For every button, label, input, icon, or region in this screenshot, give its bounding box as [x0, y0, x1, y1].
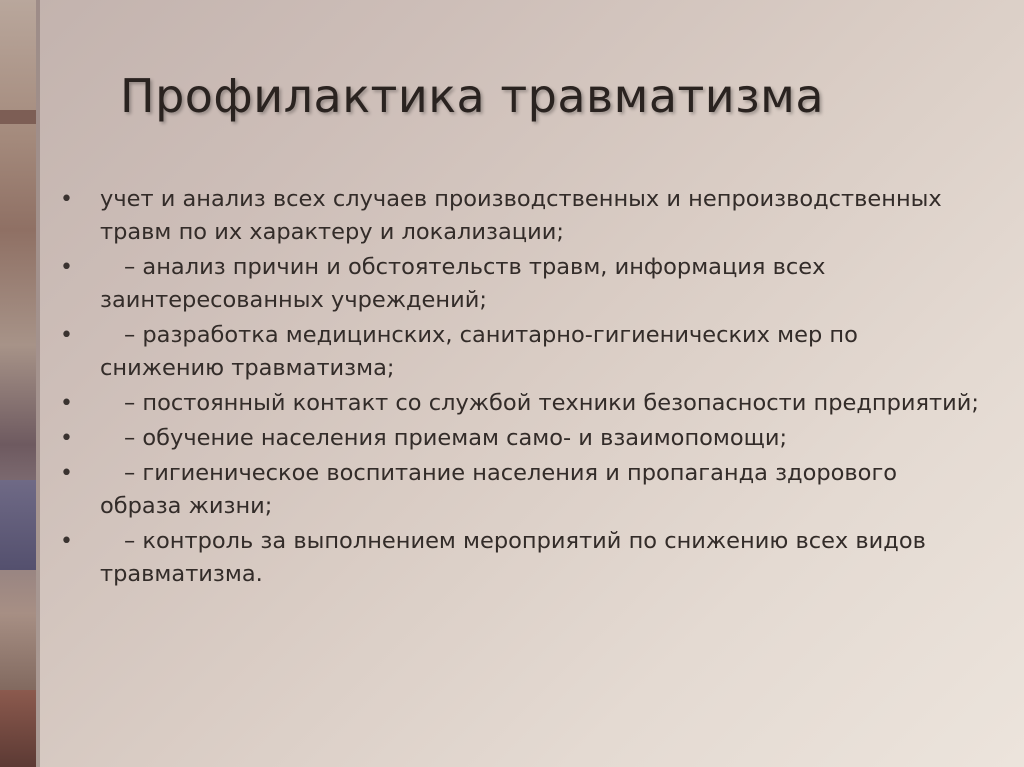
list-item — [60, 457, 980, 523]
list-item-text: – гигиеническое воспитание населения и пропаганда здорового образа жизни; — [100, 460, 898, 519]
bullet-icon: • — [60, 529, 73, 554]
list-item-text: – постоянный контакт со службой техники безопасности предприятий; — [124, 390, 979, 416]
list-item — [60, 387, 980, 420]
list-item-text: – контроль за выполнением мероприятий по снижению всех видов травматизма. — [100, 528, 926, 587]
list-item-text: – анализ причин и обстоятельств травм, информация всех заинтересованных учреждений; — [100, 254, 826, 313]
list-item-text: – разработка медицинских, санитарно-гигиенических мер по снижению травматизма; — [100, 322, 858, 381]
bullet-icon: • — [60, 323, 73, 348]
decorative-band — [0, 110, 36, 124]
list-item — [60, 251, 980, 317]
slide-content — [40, 0, 1024, 767]
list-item-text: учет и анализ всех случаев производственных и непроизводственных травм по их характеру и локализации; — [100, 186, 942, 245]
bullet-icon: • — [60, 461, 73, 486]
decorative-sign — [0, 480, 36, 570]
list-item — [60, 422, 980, 455]
list-item — [60, 183, 980, 249]
list-item — [60, 525, 980, 591]
bullet-icon: • — [60, 187, 73, 212]
list-item — [60, 319, 980, 385]
bullet-icon: • — [60, 255, 73, 280]
list-item-text: – обучение населения приемам само- и взаимопомощи; — [124, 425, 788, 451]
bullet-icon: • — [60, 426, 73, 451]
decorative-photo-strip — [0, 0, 36, 767]
bullet-icon: • — [60, 391, 73, 416]
decorative-band — [0, 690, 36, 767]
slide-title: Профилактика травматизма — [120, 69, 825, 123]
bullet-list — [60, 183, 980, 593]
